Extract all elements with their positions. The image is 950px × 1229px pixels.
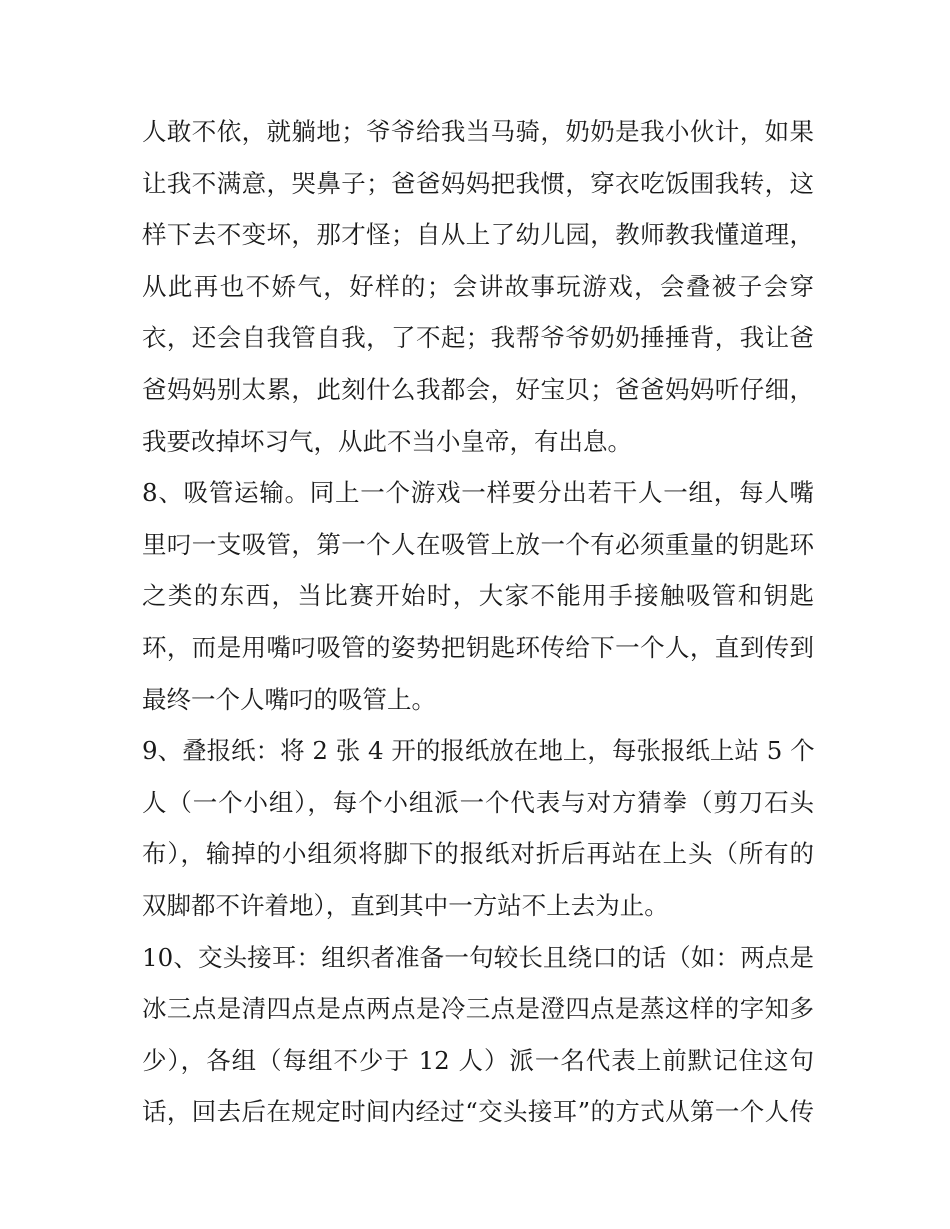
text-line: 人敢不依，就躺地；爷爷给我当马骑，奶奶是我小伙计，如果 (142, 117, 814, 146)
text-line: 布），输掉的小组须将脚下的报纸对折后再站在上头（所有的 (142, 839, 814, 869)
paragraph-last-line: 最终一个人嘴叼的吸管上。 (142, 684, 436, 714)
text-line: 话，回去后在规定时间内经过“交头接耳”的方式从第一个人传 (142, 1097, 814, 1127)
text-line: 少），各组（每组不少于 12 人）派一名代表上前默记住这句 (142, 1045, 814, 1075)
text-line: 环，而是用嘴叼吸管的姿势把钥匙环传给下一个人，直到传到 (142, 632, 814, 662)
text-line: 人（一个小组），每个小组派一个代表与对方猜拳（剪刀石头 (142, 787, 814, 817)
text-line: 让我不满意，哭鼻子；爸爸妈妈把我惯，穿衣吃饭围我转，这 (142, 168, 814, 198)
text-line: 之类的东西，当比赛开始时，大家不能用手接触吸管和钥匙 (142, 581, 814, 611)
text-line: 从此再也不娇气，好样的；会讲故事玩游戏，会叠被子会穿 (142, 271, 814, 301)
text-line: 冰三点是清四点是点两点是冷三点是澄四点是蒸这样的字知多 (142, 994, 814, 1024)
item-8-heading-line: 8、吸管运输。同上一个游戏一样要分出若干人一组，每人嘴 (142, 478, 814, 508)
paragraph-last-line: 双脚都不许着地），直到其中一方站不上去为止。 (142, 890, 669, 920)
paragraph-last-line: 我要改掉坏习气，从此不当小皇帝，有出息。 (142, 426, 632, 456)
text-line: 样下去不变坏，那才怪；自从上了幼儿园，教师教我懂道理， (142, 220, 814, 250)
text-line: 里叼一支吸管，第一个人在吸管上放一个有必须重量的钥匙环 (142, 529, 814, 559)
item-10-heading-line: 10、交头接耳：组织者准备一句较长且绕口的话（如：两点是 (142, 942, 814, 972)
text-line: 衣，还会自我管自我，了不起；我帮爷爷奶奶捶捶背，我让爸 (142, 323, 814, 353)
document-body (142, 106, 814, 1138)
item-9-heading-line: 9、叠报纸：将 2 张 4 开的报纸放在地上，每张报纸上站 5 个 (142, 736, 815, 766)
text-line: 爸妈妈别太累，此刻什么我都会，好宝贝；爸爸妈妈听仔细， (142, 374, 814, 404)
